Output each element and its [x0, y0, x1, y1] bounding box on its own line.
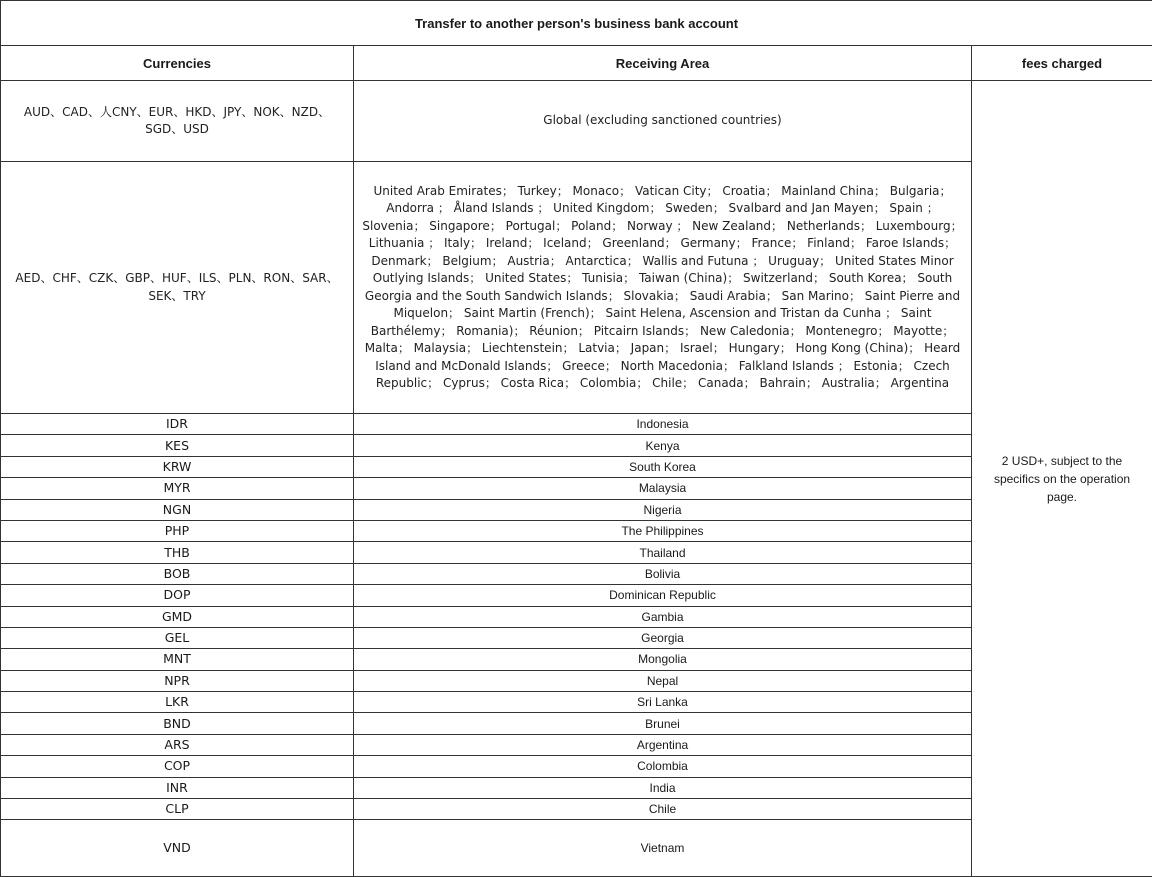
- header-receiving-area: Receiving Area: [354, 46, 972, 81]
- area-cell: Colombia: [354, 756, 972, 777]
- area-cell: Mongolia: [354, 649, 972, 670]
- area-cell: Kenya: [354, 435, 972, 456]
- area-cell: Nepal: [354, 670, 972, 691]
- currency-cell: ARS: [1, 734, 354, 755]
- currency-cell: MYR: [1, 478, 354, 499]
- area-cell: Indonesia: [354, 414, 972, 435]
- area-cell: India: [354, 777, 972, 798]
- area-cell: United Arab Emirates； Turkey； Monaco； Vatican City； Croatia； Mainland China； Bulgaria； Andorra ； Åland Islands ； United Kingdom； Sweden； Svalbard and Jan Mayen； Spain ； Slovenia； Singapore； Portugal； Poland； Norway ； New Zealand； Netherlands； Luxembourg； Lithuania ； Italy； Ireland； Iceland； Greenland； Germany； France； Finland； Faroe Islands； Denmark； Belgium； Austria； Antarctica； Wallis and Futuna ； Uruguay； United States Minor Outlying Islands； United States； Tunisia； Taiwan (China)； Switzerland； South Korea； South Georgia and the South Sandwich Islands； Slovakia； Saudi Arabia； San Marino； Saint Pierre and Miquelon； Saint Martin (French)； Saint Helena, Ascension and Tristan da Cunha ； Saint Barthélemy； Romania)； Réunion； Pitcairn Islands； New Caledonia； Montenegro； Mayotte； Malta； Malaysia； Liechtenstein； Latvia； Japan； Israel； Hungary； Hong Kong (China)； Heard Island and McDonald Islands； Greece； North Macedonia； Falkland Islands ； Estonia； Czech Republic； Cyprus； Costa Rica； Colombia； Chile； Canada； Bahrain； Australia； Argentina: [354, 162, 972, 414]
- currency-cell: NGN: [1, 499, 354, 520]
- currency-cell: PHP: [1, 520, 354, 541]
- area-cell: Georgia: [354, 627, 972, 648]
- currency-cell: GMD: [1, 606, 354, 627]
- currency-cell: LKR: [1, 692, 354, 713]
- area-cell: Global (excluding sanctioned countries): [354, 81, 972, 162]
- area-cell: Chile: [354, 799, 972, 820]
- currency-cell: KRW: [1, 456, 354, 477]
- currency-cell: MNT: [1, 649, 354, 670]
- currency-cell: THB: [1, 542, 354, 563]
- area-cell: Bolivia: [354, 563, 972, 584]
- area-cell: The Philippines: [354, 520, 972, 541]
- currency-cell: GEL: [1, 627, 354, 648]
- fee-cell: 2 USD+, subject to the specifics on the operation page.: [972, 81, 1152, 877]
- area-cell: Argentina: [354, 734, 972, 755]
- currency-cell: IDR: [1, 414, 354, 435]
- area-cell: Dominican Republic: [354, 585, 972, 606]
- area-cell: Gambia: [354, 606, 972, 627]
- header-fees: fees charged: [972, 46, 1152, 81]
- area-cell: Vietnam: [354, 820, 972, 877]
- header-currencies: Currencies: [1, 46, 354, 81]
- currency-cell: AED、CHF、CZK、GBP、HUF、ILS、PLN、RON、SAR、SEK、TRY: [1, 162, 354, 414]
- currency-cell: AUD、CAD、人CNY、EUR、HKD、JPY、NOK、NZD、SGD、USD: [1, 81, 354, 162]
- currency-cell: DOP: [1, 585, 354, 606]
- area-cell: Malaysia: [354, 478, 972, 499]
- currency-cell: KES: [1, 435, 354, 456]
- area-cell: Nigeria: [354, 499, 972, 520]
- currency-cell: CLP: [1, 799, 354, 820]
- currency-cell: VND: [1, 820, 354, 877]
- area-cell: Thailand: [354, 542, 972, 563]
- currency-cell: COP: [1, 756, 354, 777]
- currency-cell: BOB: [1, 563, 354, 584]
- area-cell: Sri Lanka: [354, 692, 972, 713]
- area-cell: Brunei: [354, 713, 972, 734]
- currency-cell: BND: [1, 713, 354, 734]
- table-title: Transfer to another person's business bank account: [1, 1, 1152, 46]
- area-cell: South Korea: [354, 456, 972, 477]
- table-row: [1, 81, 1152, 162]
- currency-cell: NPR: [1, 670, 354, 691]
- currency-cell: INR: [1, 777, 354, 798]
